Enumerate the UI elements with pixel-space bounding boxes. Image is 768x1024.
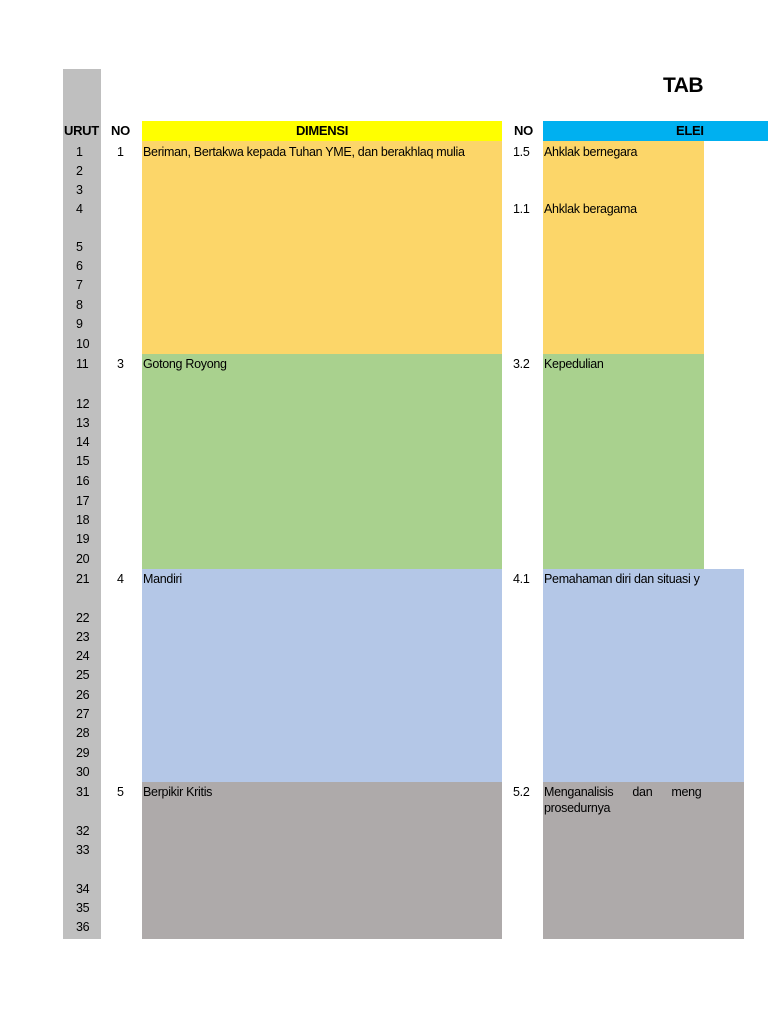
elemen-block-1 — [543, 141, 704, 354]
urut-number: 27 — [76, 707, 90, 721]
urut-number: 35 — [76, 901, 90, 915]
elemen-no: 5.2 — [513, 785, 530, 799]
header-elemen — [543, 121, 768, 141]
header-elemen-label: ELEI — [676, 123, 704, 138]
elemen-no: 1.1 — [513, 202, 530, 216]
header-no-elemen: NO — [514, 123, 533, 138]
elemen-no: 4.1 — [513, 572, 530, 586]
dimensi-no: 1 — [117, 145, 124, 159]
urut-number: 7 — [76, 278, 83, 292]
dimensi-block-1 — [142, 141, 502, 354]
elemen-text: Pemahaman diri dan situasi y — [544, 572, 700, 586]
urut-number: 21 — [76, 572, 90, 586]
elemen-no: 1.5 — [513, 145, 530, 159]
urut-number: 13 — [76, 416, 90, 430]
urut-number: 10 — [76, 337, 90, 351]
header-urut: URUT — [64, 123, 99, 138]
urut-number: 11 — [76, 357, 89, 371]
dimensi-no: 3 — [117, 357, 124, 371]
elemen-text: Ahklak beragama — [544, 202, 637, 216]
urut-number: 36 — [76, 920, 90, 934]
urut-number: 9 — [76, 317, 83, 331]
urut-number: 26 — [76, 688, 90, 702]
dimensi-block-5 — [142, 782, 502, 939]
elemen-block-4 — [543, 569, 744, 782]
urut-number: 33 — [76, 843, 90, 857]
urut-number: 25 — [76, 668, 90, 682]
urut-number: 16 — [76, 474, 90, 488]
urut-number: 14 — [76, 435, 90, 449]
elemen-text-line2: prosedurnya — [544, 801, 611, 815]
urut-number: 28 — [76, 726, 90, 740]
urut-number: 24 — [76, 649, 90, 663]
elemen-text: Kepedulian — [544, 357, 604, 371]
urut-number: 19 — [76, 532, 90, 546]
elemen-text-line1: Menganalisis dan meng — [544, 785, 702, 799]
urut-number: 1 — [76, 145, 83, 159]
urut-number: 34 — [76, 882, 90, 896]
urut-number: 30 — [76, 765, 90, 779]
header-no: NO — [111, 123, 130, 138]
urut-number: 17 — [76, 494, 90, 508]
dimensi-block-3 — [142, 354, 502, 569]
dimensi-block-4 — [142, 569, 502, 782]
header-dimensi: DIMENSI — [142, 121, 502, 141]
urut-number: 8 — [76, 298, 83, 312]
urut-number: 18 — [76, 513, 90, 527]
urut-number: 32 — [76, 824, 90, 838]
dimensi-text: Mandiri — [143, 572, 182, 586]
urut-number: 3 — [76, 183, 83, 197]
urut-number: 5 — [76, 240, 83, 254]
urut-number: 23 — [76, 630, 90, 644]
dimensi-no: 5 — [117, 785, 124, 799]
urut-number: 15 — [76, 454, 90, 468]
urut-number: 20 — [76, 552, 90, 566]
urut-number: 31 — [76, 785, 90, 799]
urut-number: 12 — [76, 397, 90, 411]
urut-number: 29 — [76, 746, 90, 760]
dimensi-no: 4 — [117, 572, 124, 586]
dimensi-text: Beriman, Bertakwa kepada Tuhan YME, dan berakhlaq mulia — [143, 145, 465, 159]
urut-number: 2 — [76, 164, 83, 178]
elemen-text: Ahklak bernegara — [544, 145, 638, 159]
urut-number: 4 — [76, 202, 83, 216]
urut-number: 22 — [76, 611, 90, 625]
dimensi-text: Gotong Royong — [143, 357, 227, 371]
urut-number: 6 — [76, 259, 83, 273]
elemen-block-3 — [543, 354, 704, 569]
page-title: TAB — [663, 74, 704, 97]
elemen-no: 3.2 — [513, 357, 530, 371]
dimensi-text: Berpikir Kritis — [143, 785, 213, 799]
